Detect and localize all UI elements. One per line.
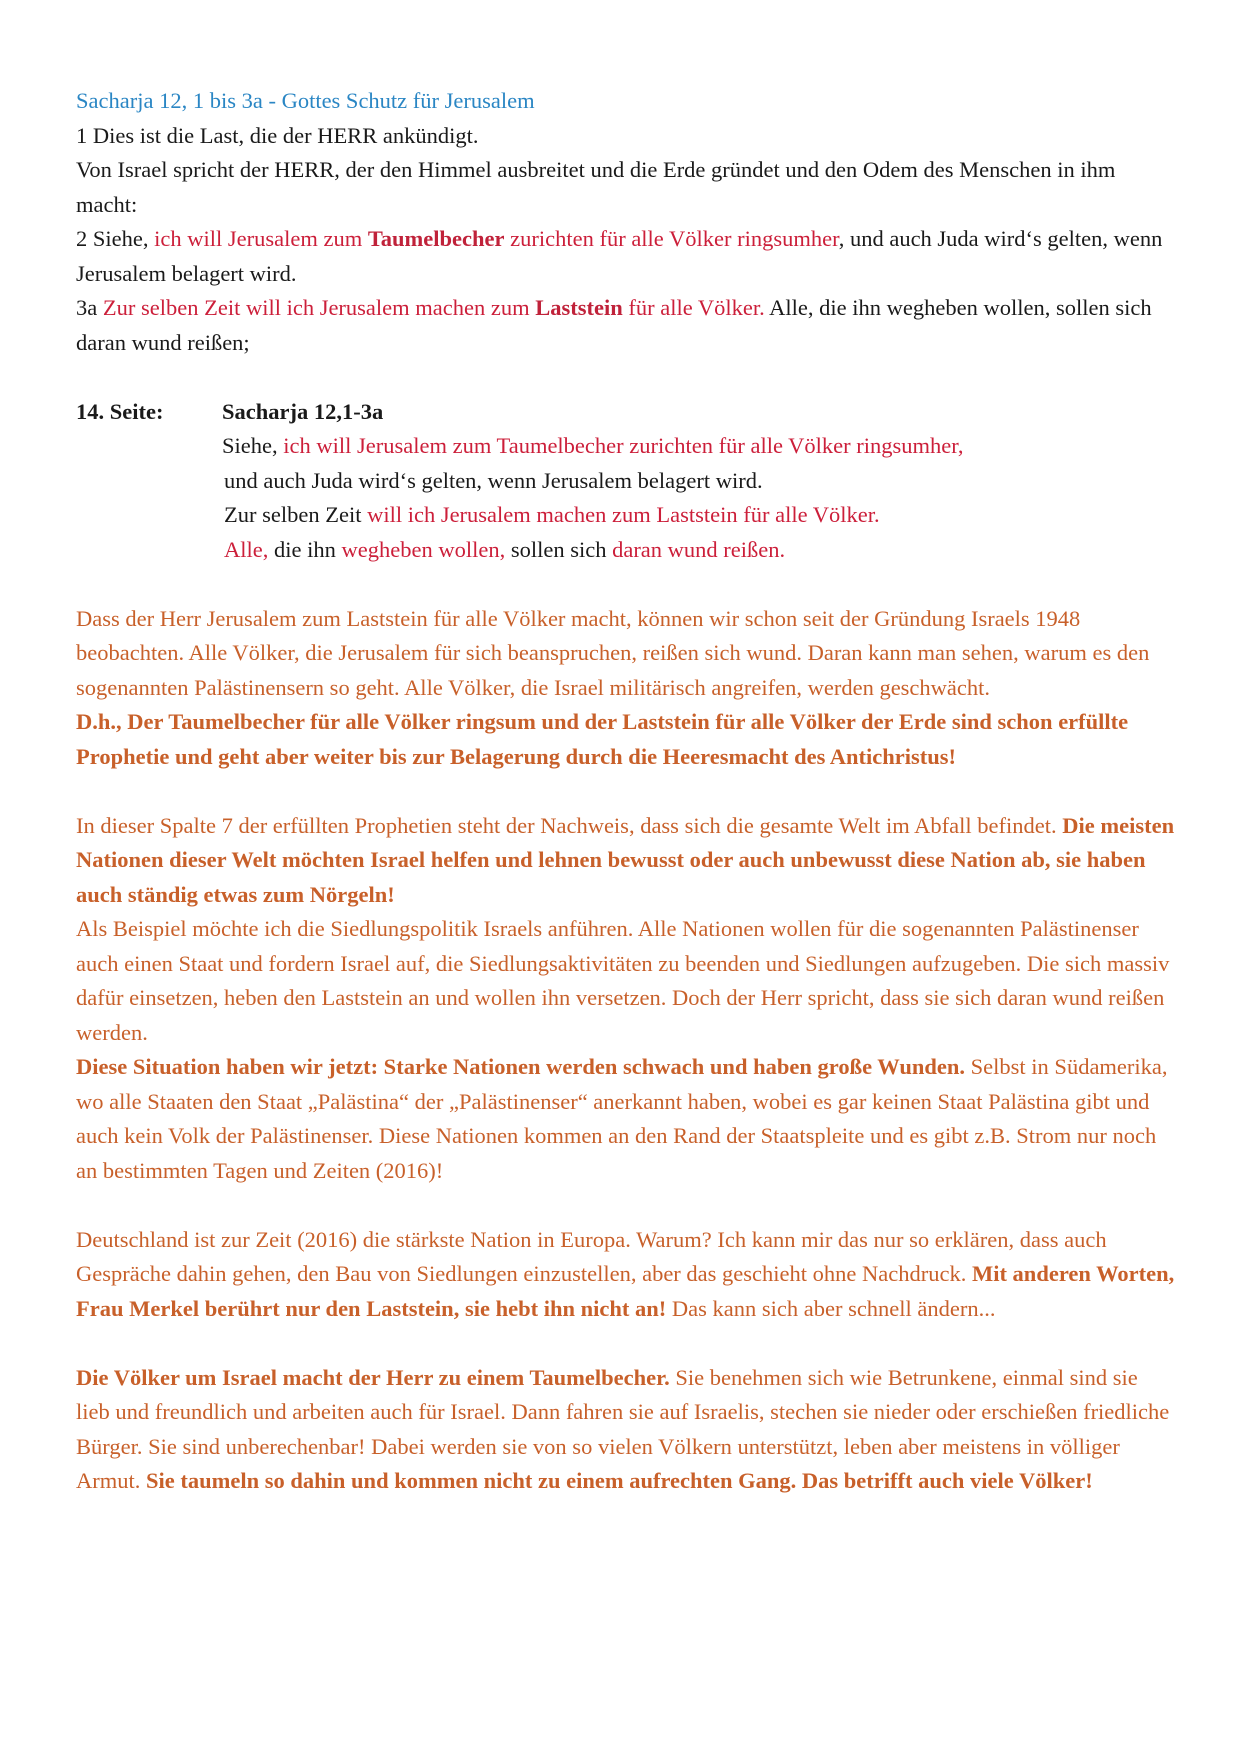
para-2-situation-rest: Selbst in Südamerika, wo alle Staaten den Staat „Palästina“ der „Palästinenser“ anerkannt haben, wobei es gar keinen Staat Palästina gibt und auch kein Volk der Palästinenser. Diese Nationen kommen an den Rand der Staatspleite und es gibt z.B. Strom nur noch an bestimmten Tagen und Zeiten (2016)! [76,1054,1168,1183]
seite-block [76,395,1176,568]
verse-3a-highlight: Zur selben Zeit will ich Jerusalem machen zum [102,295,536,320]
commentary-paragraph-2-situation [76,1050,1176,1188]
seite-line-1-highlight: ich will Jerusalem zum Taumelbecher zurichten für alle Völker ringsumher, [283,433,964,458]
seite-line-4-b: die ihn [268,536,342,562]
seite-body [222,395,1176,568]
para-2-intro: In dieser Spalte 7 der erfüllten Prophetien steht der Nachweis, dass sich die gesamte Welt im Abfall befindet. [76,812,1063,838]
seite-line-4-a: Alle, [224,536,269,562]
seite-line-1 [222,429,1176,464]
verse-3a-rest: Alle, die ihn wegheben wollen, sollen sich daran wund reißen; [76,295,1152,355]
verse-2 [76,222,1176,291]
commentary-paragraph-1-bold: D.h., Der Taumelbecher für alle Völker ringsum und der Laststein für alle Völker der Erde sind schon erfüllte Prophetie und geht aber weiter bis zur Belagerung durch die Heeresmacht des Antichristus! [76,709,1129,769]
commentary-paragraph-2 [76,809,1176,913]
para-3-intro: Deutschland ist zur Zeit (2016) die stärkste Nation in Europa. Warum? Ich kann mir das nur so erklären, dass auch Gespräche dahin gehen, den Bau von Siedlungen einzustellen, aber das geschieht ohne Nachdruck. [76,1226,1107,1286]
verse-2-rest: , und auch Juda wird‘s gelten, wenn Jerusalem belagert wird. [76,226,1163,286]
para-3-end: Das kann sich aber schnell ändern... [666,1295,996,1321]
verse-3a [76,291,1176,360]
document-page [76,84,1176,1499]
para-2-situation-bold: Diese Situation haben wir jetzt: Starke Nationen werden schwach und haben große Wunden. [76,1054,966,1079]
verse-3a-number: 3a [76,295,103,320]
seite-line-3-highlight: will ich Jerusalem machen zum Laststein für alle Völker. [367,502,880,527]
seite-line-4-e: daran wund reißen. [612,536,786,562]
seite-title: Sacharja 12,1-3a [222,398,384,424]
para-2-bold: Die meisten Nationen dieser Welt möchten Israel helfen und lehnen bewusst oder auch unbewusst diese Nation ab, sie haben auch ständig etwas zum Nörgeln! [76,812,1175,907]
para-4-bold-start: Die Völker um Israel macht der Herr zu einem Taumelbecher. [76,1364,670,1390]
verse-3a-highlight-end: für alle Völker. [622,295,765,320]
seite-line-4-c: wegheben wollen, [341,536,506,562]
verse-2-number: 2 Siehe, [76,226,155,251]
para-3-bold: Mit anderen Worten, Frau Merkel berührt nur den Laststein, sie hebt ihn nicht an! [76,1261,1175,1321]
commentary-paragraph-1: Dass der Herr Jerusalem zum Laststein für alle Völker macht, können wir schon seit der Gründung Israels 1948 beobachten. Alle Völker, die Jerusalem für sich beanspruchen, reißen sich wund. Daran kann man sehen, warum es den sogenannten Palästinensern so geht. Alle Völker, die Israel militärisch angreifen, werden geschwächt. [76,605,1150,700]
seite-line-3-start: Zur selben Zeit [224,502,368,527]
seite-label: 14. Seite: [76,398,164,424]
para-4-bold-end: Sie taumeln so dahin und kommen nicht zu einem aufrechten Gang. Das betrifft auch viele Völker! [146,1468,1093,1493]
commentary-paragraph-4 [76,1361,1176,1499]
seite-line-2: und auch Juda wird‘s gelten, wenn Jerusalem belagert wird. [224,467,763,493]
seite-line-1-start: Siehe, [222,433,284,458]
verse-2-keyword: Taumelbecher [367,226,505,251]
seite-line-4-d: sollen sich [505,536,613,562]
verse-1: 1 Dies ist die Last, die der HERR ankündigt. [76,122,479,148]
para-4-middle: Sie benehmen sich wie Betrunkene, einmal sind sie lieb und freundlich und arbeiten auch für Israel. Dann fahren sie auf Israelis, stechen sie nieder oder erschießen friedliche Bürger. Sie sind unberechenbar! Dabei werden sie von so vielen Völkern unterstützt, leben aber meistens in völliger Armut. [76,1364,1170,1493]
seite-line-4 [222,533,1176,568]
seite-line-3 [222,498,1176,533]
commentary-paragraph-3 [76,1223,1176,1327]
verse-2-highlight: ich will Jerusalem zum [154,226,368,251]
document-heading: Sacharja 12, 1 bis 3a - Gottes Schutz für Jerusalem [76,88,535,113]
verse-1-continuation: Von Israel spricht der HERR, der den Himmel ausbreitet und die Erde gründet und den Odem des Menschen in ihm macht: [76,157,1116,217]
verse-2-highlight-end: zurichten für alle Völker ringsumher [504,226,839,251]
commentary-paragraph-2-example: Als Beispiel möchte ich die Siedlungspolitik Israels anführen. Alle Nationen wollen für die sogenannten Palästinenser auch einen Staat und fordern Israel auf, die Siedlungsaktivitäten zu beenden und Siedlungen aufzugeben. Die sich massiv dafür einsetzen, heben den Laststein an und wollen ihn versetzen. Doch der Herr spricht, dass sie sich daran wund reißen werden. [76,916,1170,1045]
verse-3a-keyword: Laststein [535,295,623,320]
